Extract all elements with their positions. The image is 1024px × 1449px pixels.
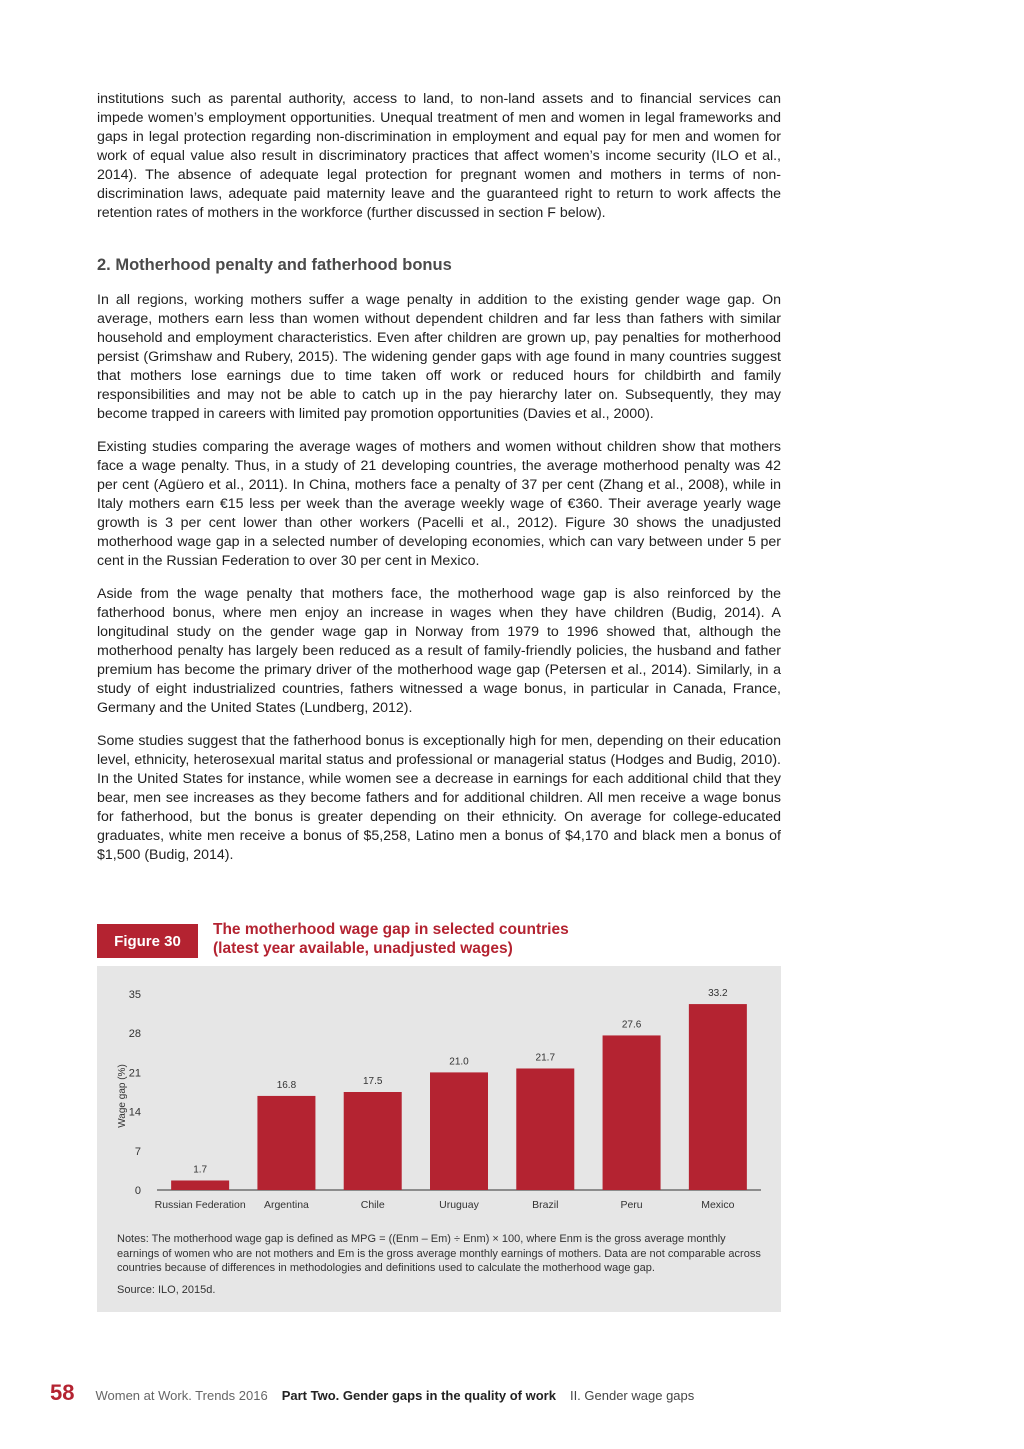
x-category-label: Brazil	[532, 1199, 559, 1211]
x-category-label: Peru	[620, 1199, 643, 1211]
paragraph: Some studies suggest that the fatherhood bonus is exceptionally high for men, depending on their education level, ethnicity, heterosexual marital status and professional or managerial status (Hodges and Budig, 2010). In the United States for instance, while women see a decrease in earnings for each additional child that they bear, men see increases as they become fathers and for additional children. All men receive a wage bonus for fatherhood, but the bonus is greater depending on their ethnicity. On average for college-educated graduates, white men receive a bonus of $5,258, Latino men a bonus of $4,170 and black men a bonus of $1,500 (Budig, 2014).	[97, 733, 781, 863]
bar	[430, 1072, 488, 1190]
paragraph: Existing studies comparing the average wages of mothers and women without children show that mothers face a wage penalty. Thus, in a study of 21 developing countries, the average motherhood penalty was 42 per cent (Agüero et al., 2011). In China, mothers face a penalty of 37 per cent (Zhang et al., 2008), while in Italy mothers earn €15 less per week than the average weekly wage of €360. Their average yearly wage growth is 3 per cent lower than other workers (Pacelli et al., 2012). Figure 30 shows the unadjusted motherhood wage gap in a selected number of developing economies, which can vary between under 5 per cent in the Russian Federation to over 30 per cent in Mexico.	[97, 439, 781, 569]
bar	[603, 1035, 661, 1190]
intro-paragraph	[97, 90, 781, 237]
source-text: Source: ILO, 2015d.	[117, 1283, 216, 1296]
x-category-label: Mexico	[701, 1199, 735, 1211]
figure-title	[213, 920, 569, 958]
paragraph: In all regions, working mothers suffer a wage penalty in addition to the existing gender wage gap. On average, mothers earn less than women without dependent children and far less than fathers with similar household and employment characteristics. Even after children are grown up, pay penalties for motherhood persist (Grimshaw and Rubery, 2015). The widening gender gaps with age found in many countries suggest that mothers lose earnings due to time taken off work or reduced hours for childbirth and family responsibilities and may not be able to catch up in the pay hierarchy later on. Subsequently, they may become trapped in careers with limited pay promotion opportunities (Davies et al., 2000).	[97, 292, 781, 422]
figure-subtitle-line: (latest year available, unadjusted wages)	[213, 940, 513, 957]
x-category-label: Argentina	[263, 1199, 309, 1211]
publication-title: Women at Work. Trends 2016	[95, 1388, 268, 1403]
bar	[257, 1096, 315, 1190]
figure-label: Figure 30	[97, 924, 198, 958]
part-title: Part Two. Gender gaps in the quality of work	[281, 1388, 556, 1403]
bar-value-label: 27.6	[621, 1019, 642, 1031]
bar	[171, 1180, 229, 1190]
section-heading: 2. Motherhood penalty and fatherhood bonus	[97, 256, 452, 274]
y-tick-label: 14	[128, 1106, 141, 1119]
figure-notes	[117, 1232, 762, 1304]
y-tick-label: 21	[128, 1067, 141, 1080]
y-tick-label: 28	[128, 1028, 141, 1041]
figure-title-line: The motherhood wage gap in selected countries	[213, 921, 569, 938]
x-category-label: Russian Federation	[154, 1199, 246, 1211]
y-tick-label: 35	[128, 989, 141, 1001]
bar-value-label: 16.8	[276, 1079, 297, 1091]
bar-value-label: 17.5	[362, 1076, 383, 1087]
y-tick-label: 7	[134, 1145, 141, 1158]
page-footer	[50, 1380, 694, 1406]
page-number: 58	[50, 1380, 75, 1405]
bar	[344, 1092, 402, 1190]
y-axis-label: Wage gap (%)	[117, 1064, 128, 1128]
bar-value-label: 1.7	[193, 1164, 208, 1176]
bar-value-label: 33.2	[708, 988, 728, 1000]
y-tick-label: 0	[134, 1185, 141, 1197]
bar-value-label: 21.0	[449, 1056, 469, 1068]
figure-panel	[97, 966, 781, 1312]
paragraph: institutions such as parental authority, access to land, to non-land assets and to financial services can impede women’s employment opportunities. Unequal treatment of men and women in legal frameworks and gaps in legal protection regarding non-discrimination in employment and equal pay for men and women for work of equal value also result in discriminatory practices that affect women’s income security (ILO et al., 2014). The absence of adequate legal protection for pregnant women and mothers in terms of non-discrimination laws, adequate paid maternity leave and the guaranteed right to return to work affects the retention rates of mothers in the workforce (further discussed in section F below).	[97, 91, 781, 221]
bar	[516, 1068, 574, 1190]
body-text	[97, 291, 781, 879]
bar	[689, 1004, 747, 1190]
bar-value-label: 21.7	[535, 1052, 556, 1064]
paragraph: Aside from the wage penalty that mothers face, the motherhood wage gap is also reinforced by the fatherhood bonus, where men enjoy an increase in wages when they have children (Budig, 2014). A longitudinal study on the gender wage gap in Norway from 1979 to 1996 showed that, although the motherhood penalty has largely been reduced as a result of family-friendly policies, the husband and father premium has become the primary driver of the motherhood wage gap (Petersen et al., 2014). Similarly, in a study of eight industrialized countries, fathers witnessed a wage bonus, in particular in Canada, France, Germany and the United States (Lundberg, 2012).	[97, 586, 781, 716]
notes-text: Notes: The motherhood wage gap is defined as MPG = ((Enm – Em) ÷ Enm) × 100, where Enm is the gross average monthly earnings of women who are not mothers and Em is the gross average monthly earnings of mothers. Data are not comparable across countries because of differences in methodologies and definitions used to calculate the motherhood wage gap.	[117, 1233, 761, 1274]
section-title: II. Gender wage gaps	[569, 1388, 695, 1403]
x-category-label: Chile	[360, 1199, 385, 1211]
x-category-label: Uruguay	[439, 1199, 479, 1211]
bar-chart	[97, 966, 781, 1226]
